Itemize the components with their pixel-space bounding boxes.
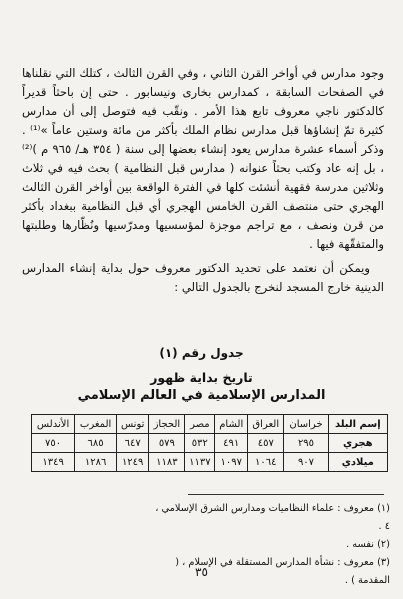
paragraph-intro-table: ويمكن أن نعتمد على تحديد الدكتور معروف حول بداية إنشاء المدارس الدينية خارج المسجد لنخرج بالجدول التالي :	[22, 261, 384, 294]
table-label: جدول رقم (١)	[159, 346, 244, 360]
header-tunis: تونس	[117, 415, 149, 434]
table-cell: ٧٥٠	[32, 434, 75, 453]
table-cell: ١٢٨٦	[75, 453, 117, 472]
header-country: إسم البلد	[328, 415, 387, 434]
header-andalus: الأندلس	[32, 415, 75, 434]
table-header-row	[32, 415, 388, 434]
table-cell: ٤٥٧	[248, 434, 284, 453]
table-title-line1: تاريخ بداية ظهور	[150, 370, 253, 385]
table-cell: ٤٩١	[215, 434, 248, 453]
header-maghrib: المغرب	[75, 415, 117, 434]
table-cell: ١١٨٣	[149, 453, 185, 472]
body-text	[22, 64, 384, 297]
header-sham: الشام	[215, 415, 248, 434]
table-cell: ٢٩٥	[284, 434, 328, 453]
footnote-3: (٣) معروف : نشأة المدارس المستقلة في الإسلام ، ( المقدمة ) .	[175, 557, 390, 586]
table-cell: ١١٣٧	[185, 453, 215, 472]
paragraph-main: وجود مدارس في أواخر القرن الثاني ، وفي القرن الثالث ، كتلك التي نقلناها في الصفحات السابقة ، كمدارس بخارى ونيسابور . حتى إن باحثاً قديراً كالدكتور ناجي معروف تابع هذا الأمر . ونقّب فيه فتوصل إلى أن مدارس كثيرة تمّ إنشاؤها قبل مدارس نظام الملك بأكثر من مائة وستين عاماً »⁽¹⁾ . وذكر أسماء عشرة مدارس يعود إنشاء بعضها إلى سنة ( ٣٥٤ هـ/ ٩٦٥ م )⁽²⁾ ، بل إنه عاد وكتب بحثاً عنوانه ( مدارس قبل النظامية ) بحث فيه في ثلاث وثلاثين مدرسة فقهية أنشئت كلها في الفترة الواقعة بين أواخر القرن الثالث الهجري حتى منتصف القرن الخامس الهجري أي قبل النظامية ببغداد بأكثر من قرن ونصف ، مع تراجم موجزة لمؤسسيها ومدرّسيها ونُظّارها وطلبتها والمتفقّهة فيها .	[22, 66, 384, 251]
table-cell: ١٠٩٧	[215, 453, 248, 472]
table-title-line2: المدارس الإسلامية في العالم الإسلامي	[77, 388, 326, 403]
dates-table	[31, 414, 388, 472]
table-row-hijri	[32, 434, 388, 453]
footnote-separator	[188, 494, 384, 495]
footnote-2: (٢) نفسه .	[346, 539, 390, 550]
table-cell: ١٠٦٤	[248, 453, 284, 472]
header-iraq: العراق	[248, 415, 284, 434]
header-egypt: مصر	[185, 415, 215, 434]
row-label-hijri: هجري	[328, 434, 387, 453]
table-cell: ٥٧٩	[149, 434, 185, 453]
header-hijaz: الحجاز	[149, 415, 185, 434]
footnote-1: (١) معروف : علماء النظاميات ومدارس الشرق الإسلامي ، ٤ .	[155, 503, 390, 532]
table-row-miladi	[32, 453, 388, 472]
page-number: ٣٥	[195, 565, 208, 579]
table-cell: ١٣٤٩	[32, 453, 75, 472]
table-cell: ١٢٤٩	[117, 453, 149, 472]
row-label-miladi: ميلادي	[328, 453, 387, 472]
table-cell: ٥٣٢	[185, 434, 215, 453]
header-khorasan: خراسان	[284, 415, 328, 434]
table-cell: ٦٨٥	[75, 434, 117, 453]
table-cell: ٦٤٧	[117, 434, 149, 453]
table-cell: ٩٠٧	[284, 453, 328, 472]
